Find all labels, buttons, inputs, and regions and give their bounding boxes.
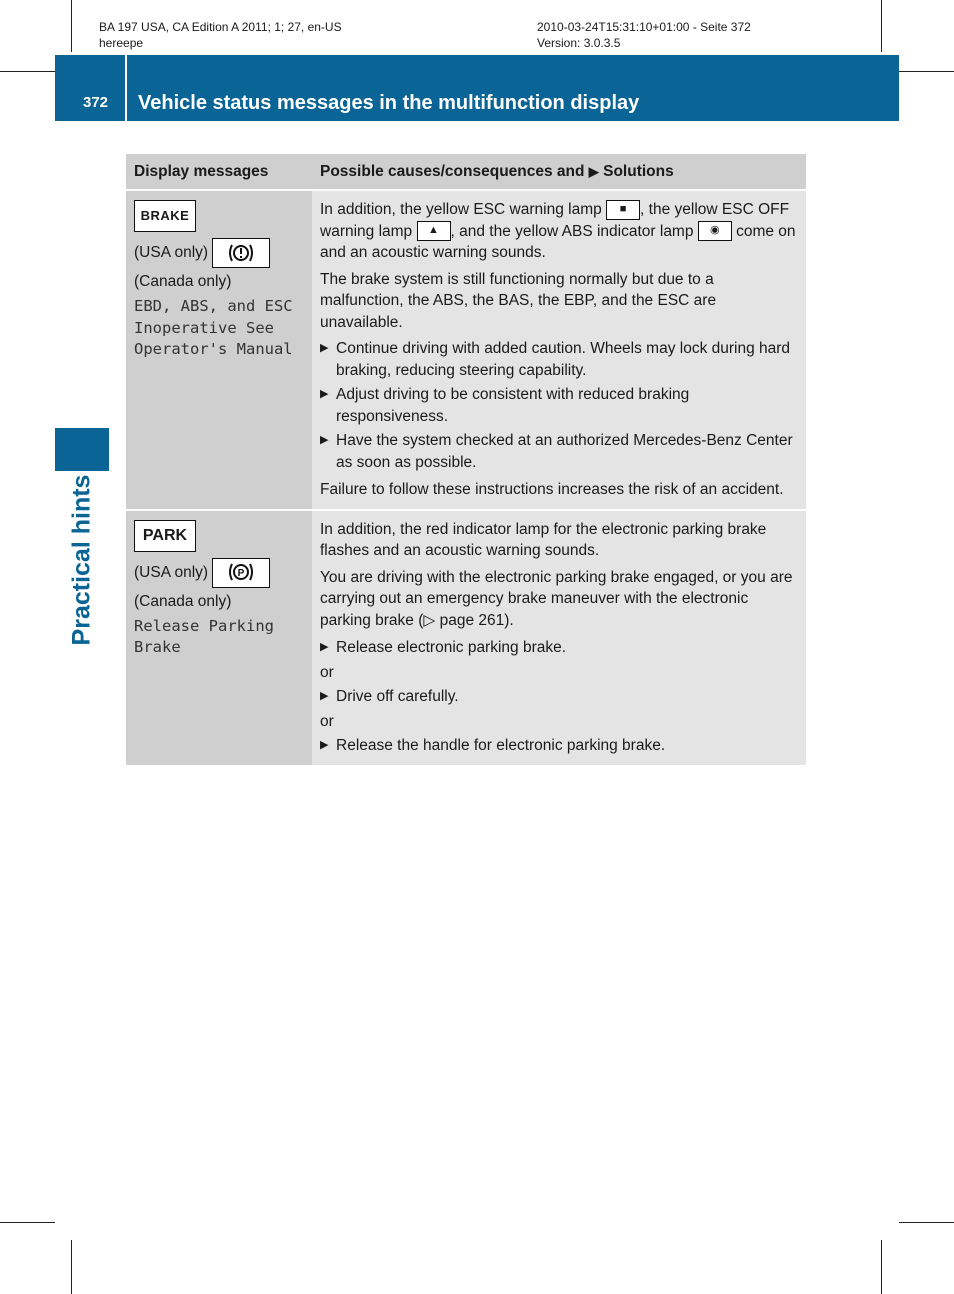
cause-paragraph: In addition, the red indicator lamp for the electronic parking brake flashes and an acoustic warning sounds. bbox=[320, 520, 767, 559]
usa-only-label: (USA only) bbox=[134, 244, 209, 262]
col-header-causes bbox=[312, 154, 806, 189]
park-display-icon: PARK bbox=[134, 520, 196, 552]
crop-mark bbox=[0, 1222, 55, 1223]
svg-text:P: P bbox=[238, 568, 245, 580]
meta-edition: BA 197 USA, CA Edition A 2011; 1; 27, en-US bbox=[99, 20, 342, 34]
brake-display-icon: BRAKE bbox=[134, 200, 196, 232]
table-row bbox=[126, 191, 806, 509]
meta-timestamp: 2010-03-24T15:31:10+01:00 - Seite 372 bbox=[537, 20, 751, 34]
col-header-causes-text: Possible causes/consequences and bbox=[320, 163, 585, 180]
display-message-cell bbox=[126, 191, 312, 509]
solution-text: Adjust driving to be consistent with reduced braking responsiveness. bbox=[336, 386, 690, 425]
cause-paragraph: The brake system is still functioning normally but due to a malfunction, the ABS, the BAS, the EBP, and the ESC are unavailable. bbox=[320, 270, 717, 331]
triangle-right-icon: ▶ bbox=[588, 164, 599, 179]
solution-text: Drive off carefully. bbox=[336, 688, 459, 705]
or-text: or bbox=[320, 663, 334, 681]
solution-text: Release electronic parking brake. bbox=[336, 639, 567, 656]
causes-cell bbox=[312, 511, 806, 765]
canada-only-label: (Canada only) bbox=[134, 592, 232, 610]
triangle-right-icon: ▶ bbox=[320, 641, 329, 653]
triangle-right-icon: ▶ bbox=[320, 690, 329, 702]
solution-step bbox=[320, 686, 798, 708]
solution-text: Have the system checked at an authorized Mercedes-Benz Center as soon as possible. bbox=[336, 432, 793, 471]
solution-step bbox=[320, 430, 798, 473]
cause-text: , and the yellow ABS indicator lamp bbox=[450, 222, 694, 240]
meta-version: Version: 3.0.3.5 bbox=[537, 36, 621, 50]
display-message-text: Release Parking Brake bbox=[134, 616, 274, 656]
crop-mark bbox=[0, 71, 55, 72]
cause-paragraph bbox=[320, 199, 798, 264]
side-tab-text: Practical hints bbox=[67, 474, 96, 646]
solution-step bbox=[320, 338, 798, 381]
solution-text: Release the handle for electronic parking brake. bbox=[336, 737, 666, 754]
header-divider bbox=[125, 55, 127, 121]
esc-off-icon: ▲ bbox=[417, 221, 451, 241]
page-number: 372 bbox=[83, 94, 109, 111]
display-message-text: EBD, ABS, and ESC Inoperative See Operator's Manual bbox=[134, 297, 293, 358]
triangle-right-icon: ▶ bbox=[320, 434, 329, 446]
solution-step bbox=[320, 735, 798, 757]
triangle-right-icon: ▶ bbox=[320, 342, 329, 354]
print-meta-left bbox=[99, 19, 342, 51]
or-text: or bbox=[320, 712, 334, 730]
canada-only-label: (Canada only) bbox=[134, 273, 232, 290]
solution-step bbox=[320, 384, 798, 427]
usa-only-label: (USA only) bbox=[134, 563, 209, 581]
print-meta-right bbox=[537, 19, 751, 51]
solution-text: Continue driving with added caution. Wheels may lock during hard braking, reducing steering capability. bbox=[336, 340, 791, 379]
meta-user: hereepe bbox=[99, 36, 144, 50]
display-message-cell bbox=[126, 511, 312, 765]
col-header-display: Display messages bbox=[134, 163, 269, 180]
page-title: Vehicle status messages in the multifunction display bbox=[138, 92, 640, 114]
crop-mark bbox=[899, 71, 954, 72]
side-tab-label bbox=[56, 474, 108, 646]
crop-mark bbox=[881, 0, 882, 52]
cause-paragraph: You are driving with the electronic parking brake engaged, or you are carrying out an emergency brake maneuver with the electronic parking brake (▷ page 261). bbox=[320, 568, 793, 629]
esc-warning-icon: ■ bbox=[606, 200, 640, 220]
side-tab-marker bbox=[55, 428, 109, 471]
warning-paragraph: Failure to follow these instructions increases the risk of an accident. bbox=[320, 481, 784, 498]
table-row bbox=[126, 511, 806, 765]
solution-step bbox=[320, 637, 798, 659]
abs-icon: ◉ bbox=[698, 221, 732, 241]
triangle-right-icon: ▶ bbox=[320, 739, 329, 751]
cause-text: come on and an acoustic warning sounds. bbox=[320, 222, 796, 261]
brake-warning-icon bbox=[212, 238, 270, 268]
status-messages-table bbox=[126, 154, 806, 765]
crop-mark bbox=[71, 1240, 72, 1294]
cause-text: , the yellow ESC OFF warning lamp bbox=[320, 201, 790, 240]
crop-mark bbox=[71, 0, 72, 52]
crop-mark bbox=[899, 1222, 954, 1223]
triangle-right-icon: ▶ bbox=[320, 388, 329, 400]
col-header-solutions-text: Solutions bbox=[603, 163, 674, 180]
causes-cell bbox=[312, 191, 806, 509]
table-header bbox=[126, 154, 806, 189]
cause-text: In addition, the yellow ESC warning lamp bbox=[320, 201, 602, 218]
crop-mark bbox=[881, 1240, 882, 1294]
parking-brake-icon bbox=[212, 558, 270, 588]
